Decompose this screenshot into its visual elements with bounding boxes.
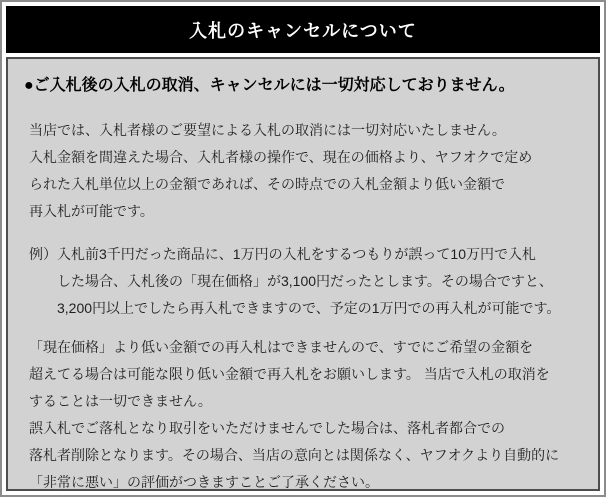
section-header xyxy=(6,6,600,53)
text-line: 入札金額を間違えた場合、入札者様の操作で、現在の価格より、ヤフオクで定め xyxy=(29,149,533,165)
text-line: 再入札が可能です。 xyxy=(29,203,154,219)
text-line: した場合、入札後の「現在価格」が3,100円だったとします。その場合ですと、 xyxy=(57,273,553,289)
paragraph-policy xyxy=(18,117,588,225)
paragraph-example xyxy=(18,241,588,322)
text-line: 誤入札でご落札となり取引をいただけませんでした場合は、落札者都合での xyxy=(29,420,505,436)
text-line: 3,200円以上でしたら再入札できますので、予定の1万円での再入札が可能です。 xyxy=(57,300,561,316)
text-line: 例）入札前3千円だった商品に、1万円の入札をするつもりが誤って10万円で入札 xyxy=(29,246,537,262)
text-line: 「非常に悪い」の評価がつきますことご了承ください。 xyxy=(29,474,379,490)
text-line: 落札者削除となります。その場合、当店の意向とは関係なく、ヤフオクより自動的に xyxy=(29,447,560,463)
notice-headline: ●ご入札後の入札の取消、キャンセルには一切対応しておりません。 xyxy=(24,77,515,94)
paragraph-rebid-rule xyxy=(18,334,588,415)
text-line: られた入札単位以上の金額であれば、その時点での入札金額より低い金額で xyxy=(29,176,505,192)
section-title: 入札のキャンセルについて xyxy=(189,20,417,41)
text-line: 超えてる場合は可能な限り低い金額で再入札をお願いします。 当店で入札の取消を xyxy=(29,366,550,382)
text-line: することは一切できません。 xyxy=(29,393,212,409)
text-line: 「現在価格」より低い金額での再入札はできませんので、すでにご希望の金額を xyxy=(29,339,534,355)
paragraph-penalty xyxy=(18,415,588,491)
notice-body-box xyxy=(6,57,600,491)
text-line: 当店では、入札者様のご要望による入札の取消には一切対応いたしません。 xyxy=(29,122,506,138)
